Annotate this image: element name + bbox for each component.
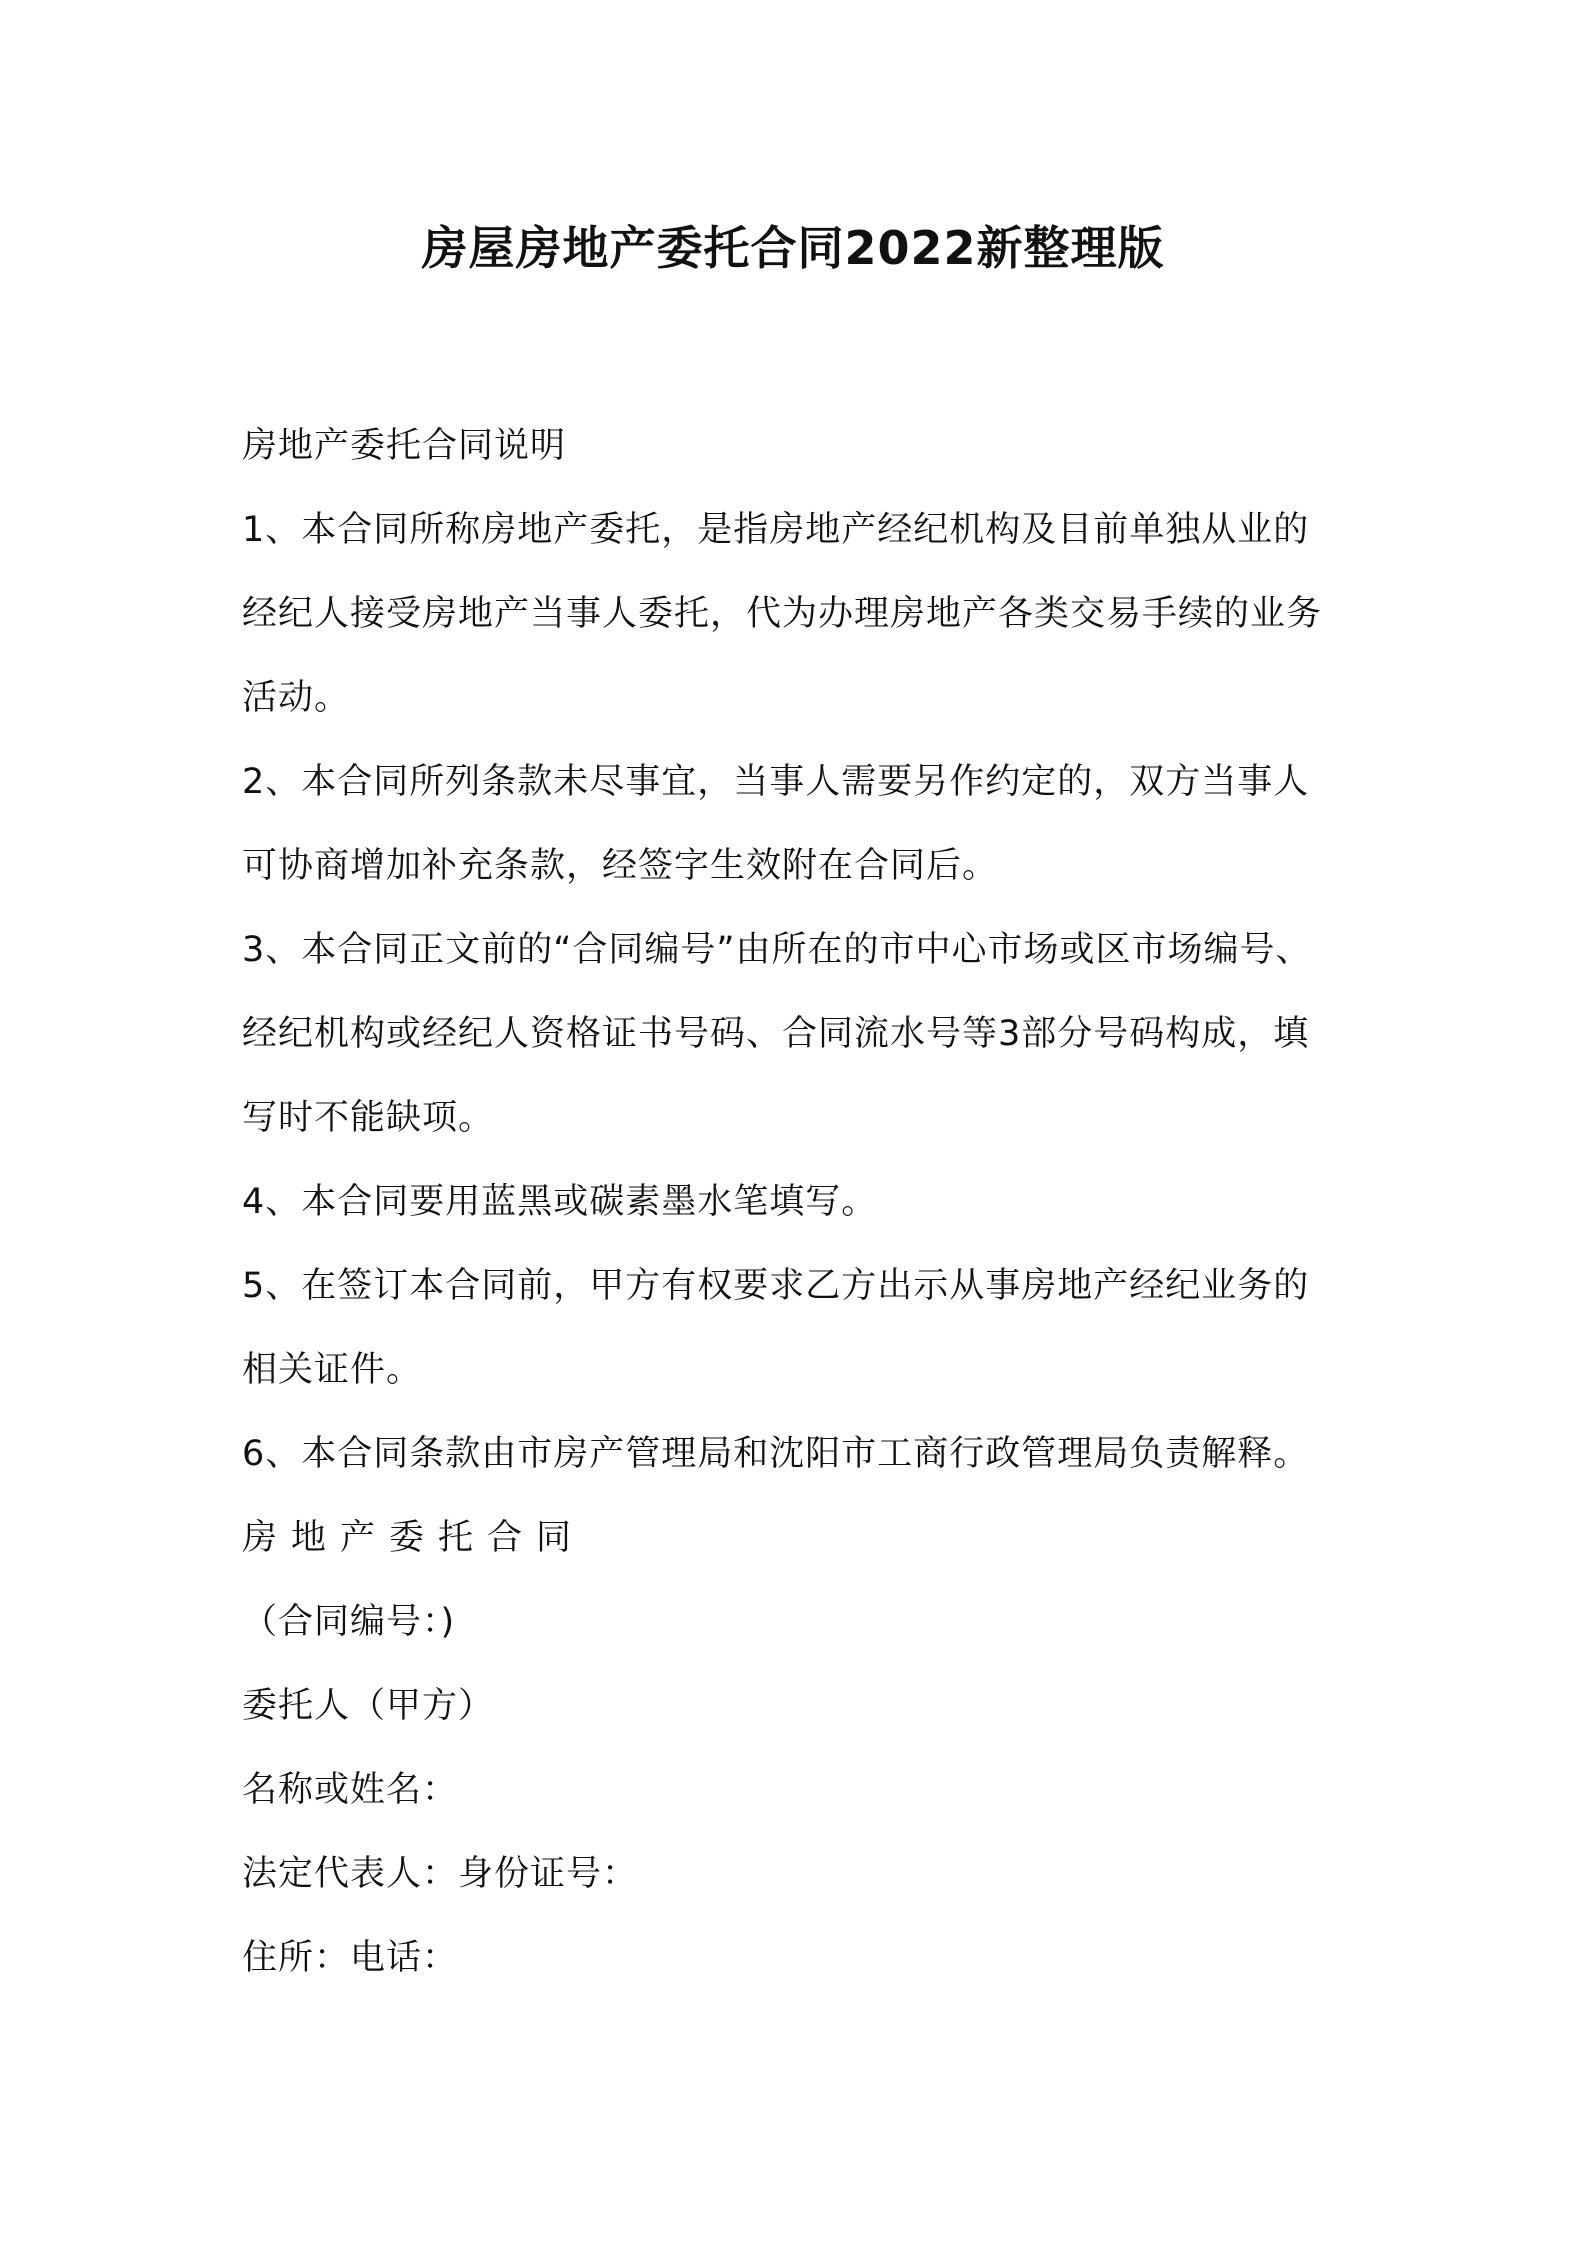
paragraph-line: 可协商增加补充条款，经签字生效附在合同后。 — [242, 846, 999, 886]
contract-heading: 房地产委托合同 — [242, 1518, 586, 1558]
paragraph-line: 5、在签订本合同前，甲方有权要求乙方出示从事房地产经纪业务的 — [242, 1266, 1310, 1306]
principal-heading: 委托人（甲方） — [242, 1686, 495, 1726]
paragraph-line: 2、本合同所列条款未尽事宜，当事人需要另作约定的，双方当事人 — [242, 762, 1310, 802]
paragraph-line: 活动。 — [242, 678, 351, 718]
contract-number-line: （合同编号：) — [242, 1602, 456, 1642]
paragraph-line: 经纪机构或经纪人资格证书号码、合同流水号等3部分号码构成，填 — [242, 1014, 1310, 1054]
paragraph-line: 3、本合同正文前的“合同编号”由所在的市中心市场或区市场编号、 — [242, 930, 1312, 970]
document-title: 房屋房地产委托合同2022新整理版 — [421, 221, 1165, 275]
paragraph-line: 经纪人接受房地产当事人委托，代为办理房地产各类交易手续的业务 — [242, 594, 1323, 634]
section-heading-notes: 房地产委托合同说明 — [242, 426, 567, 466]
paragraph-line: 1、本合同所称房地产委托，是指房地产经纪机构及目前单独从业的 — [242, 510, 1310, 550]
paragraph-line: 相关证件。 — [242, 1350, 423, 1390]
address-phone-field-label: 住所：电话： — [242, 1938, 459, 1978]
document-body — [242, 404, 1362, 2000]
paragraph-line: 写时不能缺项。 — [242, 1098, 495, 1138]
paragraph-line: 6、本合同条款由市房产管理局和沈阳市工商行政管理局负责解释。 — [242, 1434, 1310, 1474]
legal-rep-field-label: 法定代表人：身份证号： — [242, 1854, 639, 1894]
name-field-label: 名称或姓名： — [242, 1770, 459, 1810]
paragraph-line: 4、本合同要用蓝黑或碳素墨水笔填写。 — [242, 1182, 878, 1222]
